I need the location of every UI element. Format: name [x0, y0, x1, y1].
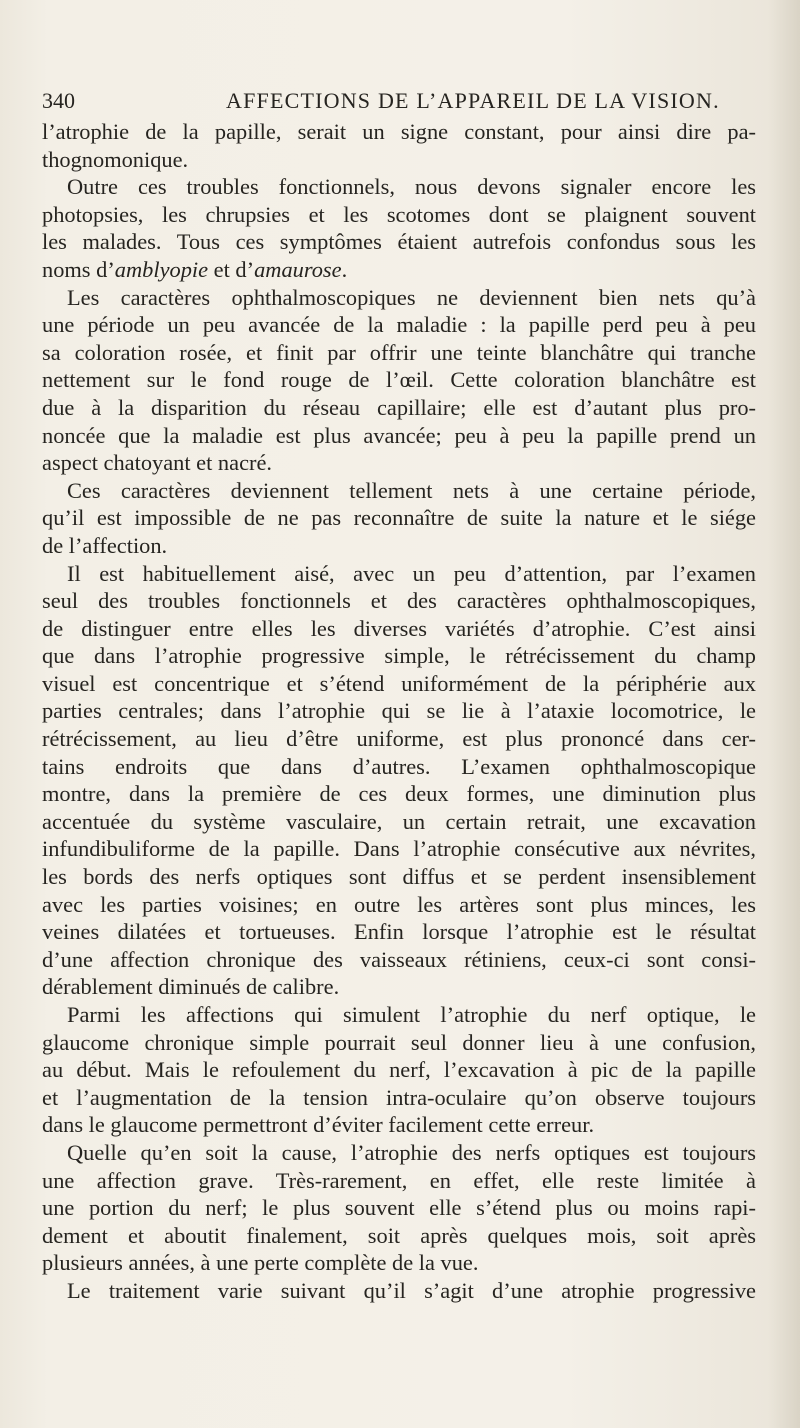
text-line: visuel est concentrique et s’étend uniformément de la périphérie aux — [42, 670, 756, 696]
text-line: sa coloration rosée, et finit par offrir une teinte blanchâtre qui tranche — [42, 339, 756, 365]
text-line: accentuée du système vasculaire, un certain retrait, une excavation — [42, 808, 756, 834]
text-line: Outre ces troubles fonctionnels, nous devons signaler encore les — [67, 174, 756, 200]
text-line: seul des troubles fonctionnels et des caractères ophthalmoscopiques, — [42, 588, 756, 614]
text-line: les malades. Tous ces symptômes étaient autrefois confondus sous les — [42, 229, 756, 255]
text-line: une portion du nerf; le plus souvent elle s’étend plus ou moins rapi- — [42, 1195, 756, 1221]
text-line: rétrécissement, au lieu d’être uniforme, est plus prononcé dans cer- — [42, 726, 756, 752]
text-line: de l’affection. — [42, 532, 168, 558]
text-line: plusieurs années, à une perte complète de la vue. — [42, 1250, 479, 1276]
text-line: montre, dans la première de ces deux formes, une diminution plus — [42, 781, 756, 807]
text-line: Quelle qu’en soit la cause, l’atrophie des nerfs optiques est toujours — [67, 1139, 756, 1165]
text-line: de distinguer entre elles les diverses variétés d’atrophie. C’est ainsi — [42, 615, 756, 641]
text-line: nettement sur le fond rouge de l’œil. Cette coloration blanchâtre est — [42, 367, 756, 393]
text-line: dérablement diminués de calibre. — [42, 974, 340, 1000]
italic-term: amaurose — [254, 256, 342, 282]
text-line: les bords des nerfs optiques sont diffus et se perdent insensiblement — [42, 864, 756, 890]
page-number: 340 — [42, 88, 75, 113]
text-line: une période un peu avancée de la maladie : la papille perd peu à peu — [42, 312, 756, 338]
text-line: glaucome chronique simple pourrait seul donner lieu à une confusion, — [42, 1029, 756, 1055]
text-line: photopsies, les chrupsies et les scotomes dont se plaignent souvent — [42, 201, 756, 227]
text-line: Il est habituellement aisé, avec un peu d’attention, par l’examen — [67, 560, 756, 586]
text-line: thognomonique. — [42, 146, 189, 172]
italic-term: amblyopie — [114, 256, 209, 282]
page-header — [42, 88, 762, 118]
text-line: infundibuliforme de la papille. Dans l’atrophie consécutive aux névrites, — [42, 836, 756, 862]
text-fragment: et — [208, 256, 236, 282]
text-line: Le traitement varie suivant qu’il s’agit d’une atrophie progressive — [67, 1277, 756, 1303]
running-head: AFFECTIONS DE L’APPAREIL DE LA VISION. — [226, 88, 720, 113]
text-line: et l’augmentation de la tension intra-oculaire qu’on observe toujours — [42, 1084, 756, 1110]
text-line: au début. Mais le refoulement du nerf, l’excavation à pic de la papille — [42, 1057, 756, 1083]
text-line — [42, 256, 756, 284]
text-fragment: . — [341, 256, 348, 282]
text-line: l’atrophie de la papille, serait un signe constant, pour ainsi dire pa- — [42, 119, 756, 144]
text-line: dement et aboutit finalement, soit après quelques mois, soit après — [42, 1222, 756, 1248]
text-line: avec les parties voisines; en outre les artères sont plus minces, les — [42, 891, 756, 917]
text-line: Les caractères ophthalmoscopiques ne deviennent bien nets qu’à — [67, 284, 756, 310]
text-line: que dans l’atrophie progressive simple, le rétrécissement du champ — [42, 643, 756, 669]
text-line: d’une affection chronique des vaisseaux rétiniens, ceux-ci sont consi- — [42, 946, 756, 972]
text-line: aspect chatoyant et nacré. — [42, 450, 272, 476]
body-text — [42, 118, 756, 1305]
text-fragment: d’ — [96, 256, 115, 282]
text-line: qu’il est impossible de ne pas reconnaître de suite la nature et le siége — [42, 505, 756, 531]
text-line: dans le glaucome permettront d’éviter facilement cette erreur. — [42, 1112, 595, 1138]
text-line: une affection grave. Très-rarement, en effet, elle reste limitée à — [42, 1167, 756, 1193]
text-fragment: noms — [42, 256, 97, 282]
text-line: parties centrales; dans l’atrophie qui se lie à l’ataxie locomotrice, le — [42, 698, 756, 724]
text-line: Parmi les affections qui simulent l’atrophie du nerf optique, le — [67, 1002, 756, 1027]
text-fragment: d’ — [235, 256, 255, 282]
text-line: tains endroits que dans d’autres. L’examen ophthalmoscopique — [42, 753, 756, 779]
text-line: veines dilatées et tortueuses. Enfin lorsque l’atrophie est le résultat — [42, 919, 756, 945]
text-line: noncée que la maladie est plus avancée; peu à peu la papille prend un — [42, 422, 756, 448]
text-line: due à la disparition du réseau capillaire; elle est d’autant plus pro- — [42, 394, 756, 420]
text-line: Ces caractères deviennent tellement nets à une certaine période, — [67, 477, 756, 503]
